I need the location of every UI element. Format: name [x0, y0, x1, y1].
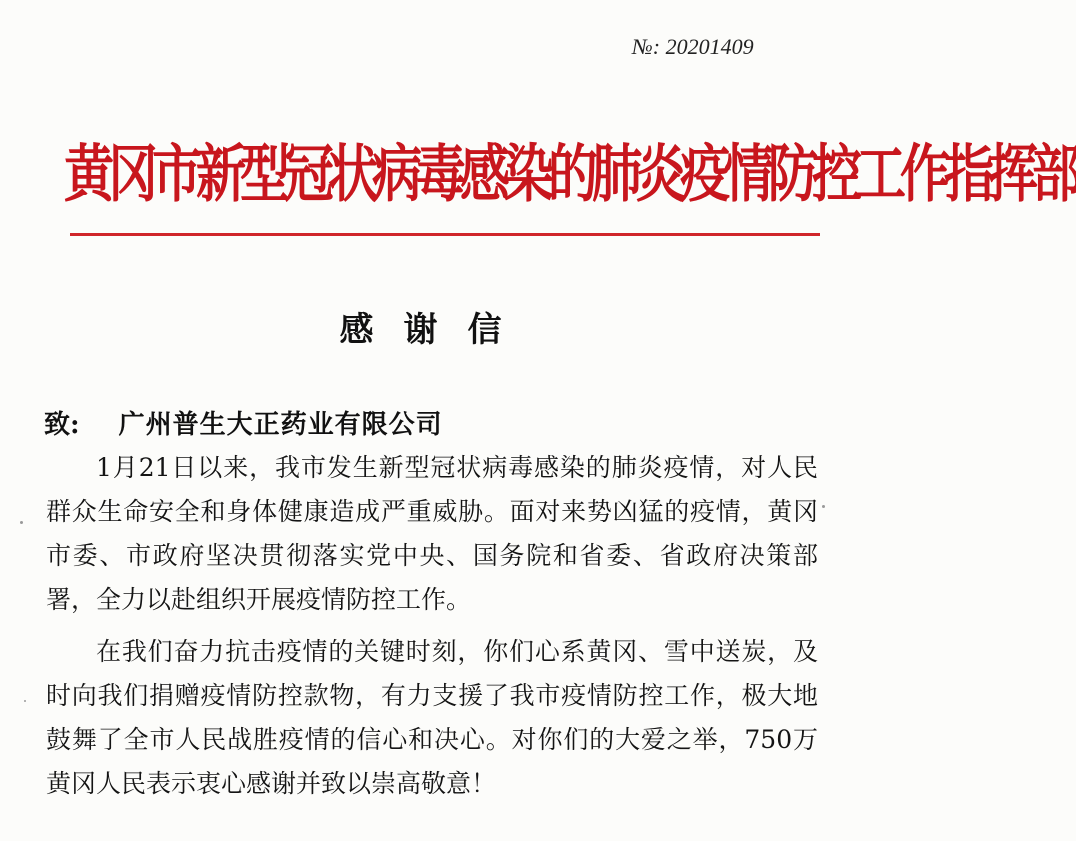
issuer-masthead [64, 128, 1076, 220]
masthead-divider [70, 233, 820, 236]
scan-speck [24, 700, 26, 702]
body-paragraph-1: 1月21日以来，我市发生新型冠状病毒感染的肺炎疫情，对人民群众生命安全和身体健康造成严重威胁。面对来势凶猛的疫情，黄冈市委、市政府坚决贯彻落实党中央、国务院和省委、省政府决策部署，全力以赴组织开展疫情防控工作。 [46, 453, 818, 614]
addressee-name: 广州普生大正药业有限公司 [118, 410, 443, 440]
body-paragraph-2: 在我们奋力抗击疫情的关键时刻，你们心系黄冈、雪中送炭，及时向我们捐赠疫情防控款物，有力支援了我市疫情防控工作，极大地鼓舞了全市人民战胜疫情的信心和决心。对你们的大爱之举，750万黄冈人民表示衷心感谢并致以崇高敬意！ [46, 637, 818, 798]
document-number: №: 20201409 [632, 34, 754, 59]
addressee-line [44, 404, 443, 441]
scan-speck [20, 521, 23, 524]
letter-body [46, 446, 818, 806]
addressee-label: 致: [44, 410, 80, 440]
letter-title: 感谢信 [339, 310, 532, 350]
issuer-name: 黄冈市新型冠状病毒感染的肺炎疫情防控工作指挥部 [64, 136, 1076, 211]
scan-speck [822, 505, 825, 508]
